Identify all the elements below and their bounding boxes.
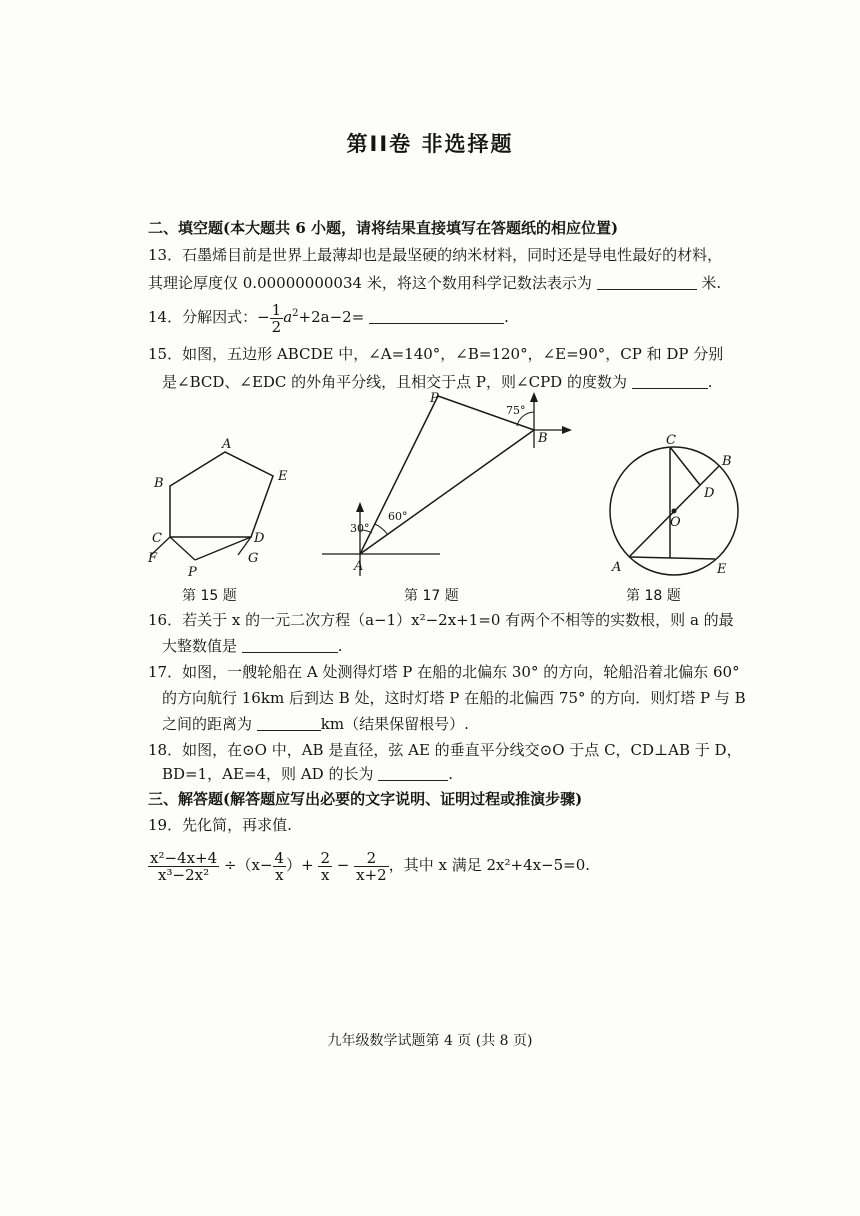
q19-line1: 19．先化简，再求值. xyxy=(148,816,292,834)
fig15-label-A: A xyxy=(222,437,232,452)
q19-minus: − xyxy=(336,856,350,874)
q18-answer-blank[interactable] xyxy=(378,766,448,781)
q19-fraction-1 xyxy=(148,850,219,883)
q15-text: 是∠BCD、∠EDC 的外角平分线，且相交于点 P，则∠CPD 的度数为 xyxy=(162,373,627,391)
fig17-label-A: A xyxy=(354,559,364,574)
q14-denominator: 2 xyxy=(271,317,282,336)
page-title: 第II卷 非选择题 xyxy=(346,132,514,156)
fig17-label-B: B xyxy=(538,431,548,446)
fig15-label-P: P xyxy=(188,565,197,580)
fig17-angle-75: 75° xyxy=(506,404,526,417)
q18-line1: 18．如图，在⊙O 中，AB 是直径，弦 AE 的垂直平分线交⊙O 于点 C，CD⊥AB 于 D， xyxy=(148,741,742,759)
q13-line1: 13．石墨烯目前是世界上最薄却也是最坚硬的纳米材料，同时还是导电性最好的材料， xyxy=(148,246,723,264)
figure-17-navigation xyxy=(330,390,580,580)
q16-text: 大整数值是 xyxy=(162,637,238,655)
q15-line2: 是∠BCD、∠EDC 的外角平分线，且相交于点 P，则∠CPD 的度数为 . xyxy=(162,373,713,391)
fig17-angle-30: 30° xyxy=(350,522,370,535)
q19-fraction-3 xyxy=(318,850,332,883)
fig18-label-C: C xyxy=(666,433,676,448)
section-solve-heading: 三、解答题(解答题应写出必要的文字说明、证明过程或推演步骤) xyxy=(148,790,583,808)
q19-f1-denominator: x³−2x² xyxy=(158,865,210,884)
q19-f2-denominator: x xyxy=(275,865,284,884)
fig15-caption: 第 15 题 xyxy=(182,588,237,604)
q13-text: 其理论厚度仅 0.00000000034 米，将这个数用科学记数法表示为 xyxy=(148,274,592,292)
q13-line2 xyxy=(148,273,721,293)
fig15-label-D: D xyxy=(254,531,265,546)
fig17-angle-60: 60° xyxy=(388,510,408,523)
q13-answer-blank[interactable] xyxy=(597,275,697,290)
q17-text: 之间的距离为 xyxy=(162,715,253,733)
fig15-label-E: E xyxy=(278,469,288,484)
q14-expression: +2a−2= xyxy=(298,308,365,326)
fig15-label-F: F xyxy=(148,551,158,566)
fig18-label-B: B xyxy=(722,454,732,469)
q19-divide: ÷（x− xyxy=(223,856,273,874)
q19-condition: ，其中 x 满足 2x²+4x−5=0. xyxy=(388,856,591,874)
q19-f3-numerator: 2 xyxy=(320,848,330,867)
q13-unit: 米. xyxy=(701,274,722,292)
page-footer: 九年级数学试题第 4 页 (共 8 页) xyxy=(327,1033,533,1049)
q17-line3 xyxy=(162,714,469,734)
q17-unit: km（结果保留根号）. xyxy=(320,715,469,733)
fig17-label-P: P xyxy=(430,391,439,406)
q18-text: BD=1，AE=4，则 AD 的长为 xyxy=(162,765,374,783)
fig18-label-O: O xyxy=(670,515,681,530)
q19-expression xyxy=(148,845,590,885)
fig18-caption: 第 18 题 xyxy=(626,588,681,604)
q19-f4-denominator: x+2 xyxy=(356,865,387,884)
q14-prefix: 14．分解因式：− xyxy=(148,308,270,326)
q16-line1: 16．若关于 x 的一元二次方程（a−1）x²−2x+1=0 有两个不相等的实数根，则 a 的最 xyxy=(148,611,734,629)
q18-line2: BD=1，AE=4，则 AD 的长为 . xyxy=(162,765,454,783)
q14-numerator: 1 xyxy=(271,300,282,319)
q17-line1: 17．如图，一艘轮船在 A 处测得灯塔 P 在船的北偏东 30° 的方向，轮船沿着北偏东 60° xyxy=(148,663,740,681)
fig17-caption: 第 17 题 xyxy=(404,588,459,604)
fig18-label-A: A xyxy=(612,560,622,575)
q14-fraction xyxy=(270,302,284,335)
section-fill-in-heading: 二、填空题(本大题共 6 小题，请将结果直接填写在答题纸的相应位置) xyxy=(148,219,619,237)
q19-f4-numerator: 2 xyxy=(354,850,389,867)
q19-fraction-2 xyxy=(273,850,287,883)
q16-answer-blank[interactable] xyxy=(242,638,338,653)
q19-f3-denominator: x xyxy=(320,865,330,884)
q17-answer-blank[interactable] xyxy=(257,716,321,731)
fig15-label-C: C xyxy=(152,531,162,546)
q14-answer-blank[interactable] xyxy=(369,309,504,324)
figure-15-pentagon xyxy=(140,430,300,580)
q17-line2: 的方向航行 16km 后到达 B 处，这时灯塔 P 在船的北偏西 75° 的方向．则灯塔 P 与 B xyxy=(162,689,746,707)
fig15-label-B: B xyxy=(154,476,164,491)
fig18-label-E: E xyxy=(717,562,727,577)
figure-18-circle xyxy=(590,425,750,580)
q15-line1: 15．如图，五边形 ABCDE 中，∠A=140°，∠B=120°，∠E=90°，CP 和 DP 分别 xyxy=(148,345,724,363)
q19-f2-numerator: 4 xyxy=(274,848,285,867)
fig15-label-G: G xyxy=(248,551,259,566)
q16-line2: 大整数值是 . xyxy=(162,637,343,655)
q19-f1-numerator: x²−4x+4 xyxy=(150,848,218,867)
fig18-label-D: D xyxy=(704,486,715,501)
q14: 14．分解因式：− $\frac{1}{2}$ $a^2+2a-2=$ . xyxy=(148,300,509,336)
q15-answer-blank[interactable] xyxy=(632,374,708,389)
q19-close: ）+ xyxy=(286,856,314,874)
q19-fraction-4 xyxy=(354,850,389,883)
